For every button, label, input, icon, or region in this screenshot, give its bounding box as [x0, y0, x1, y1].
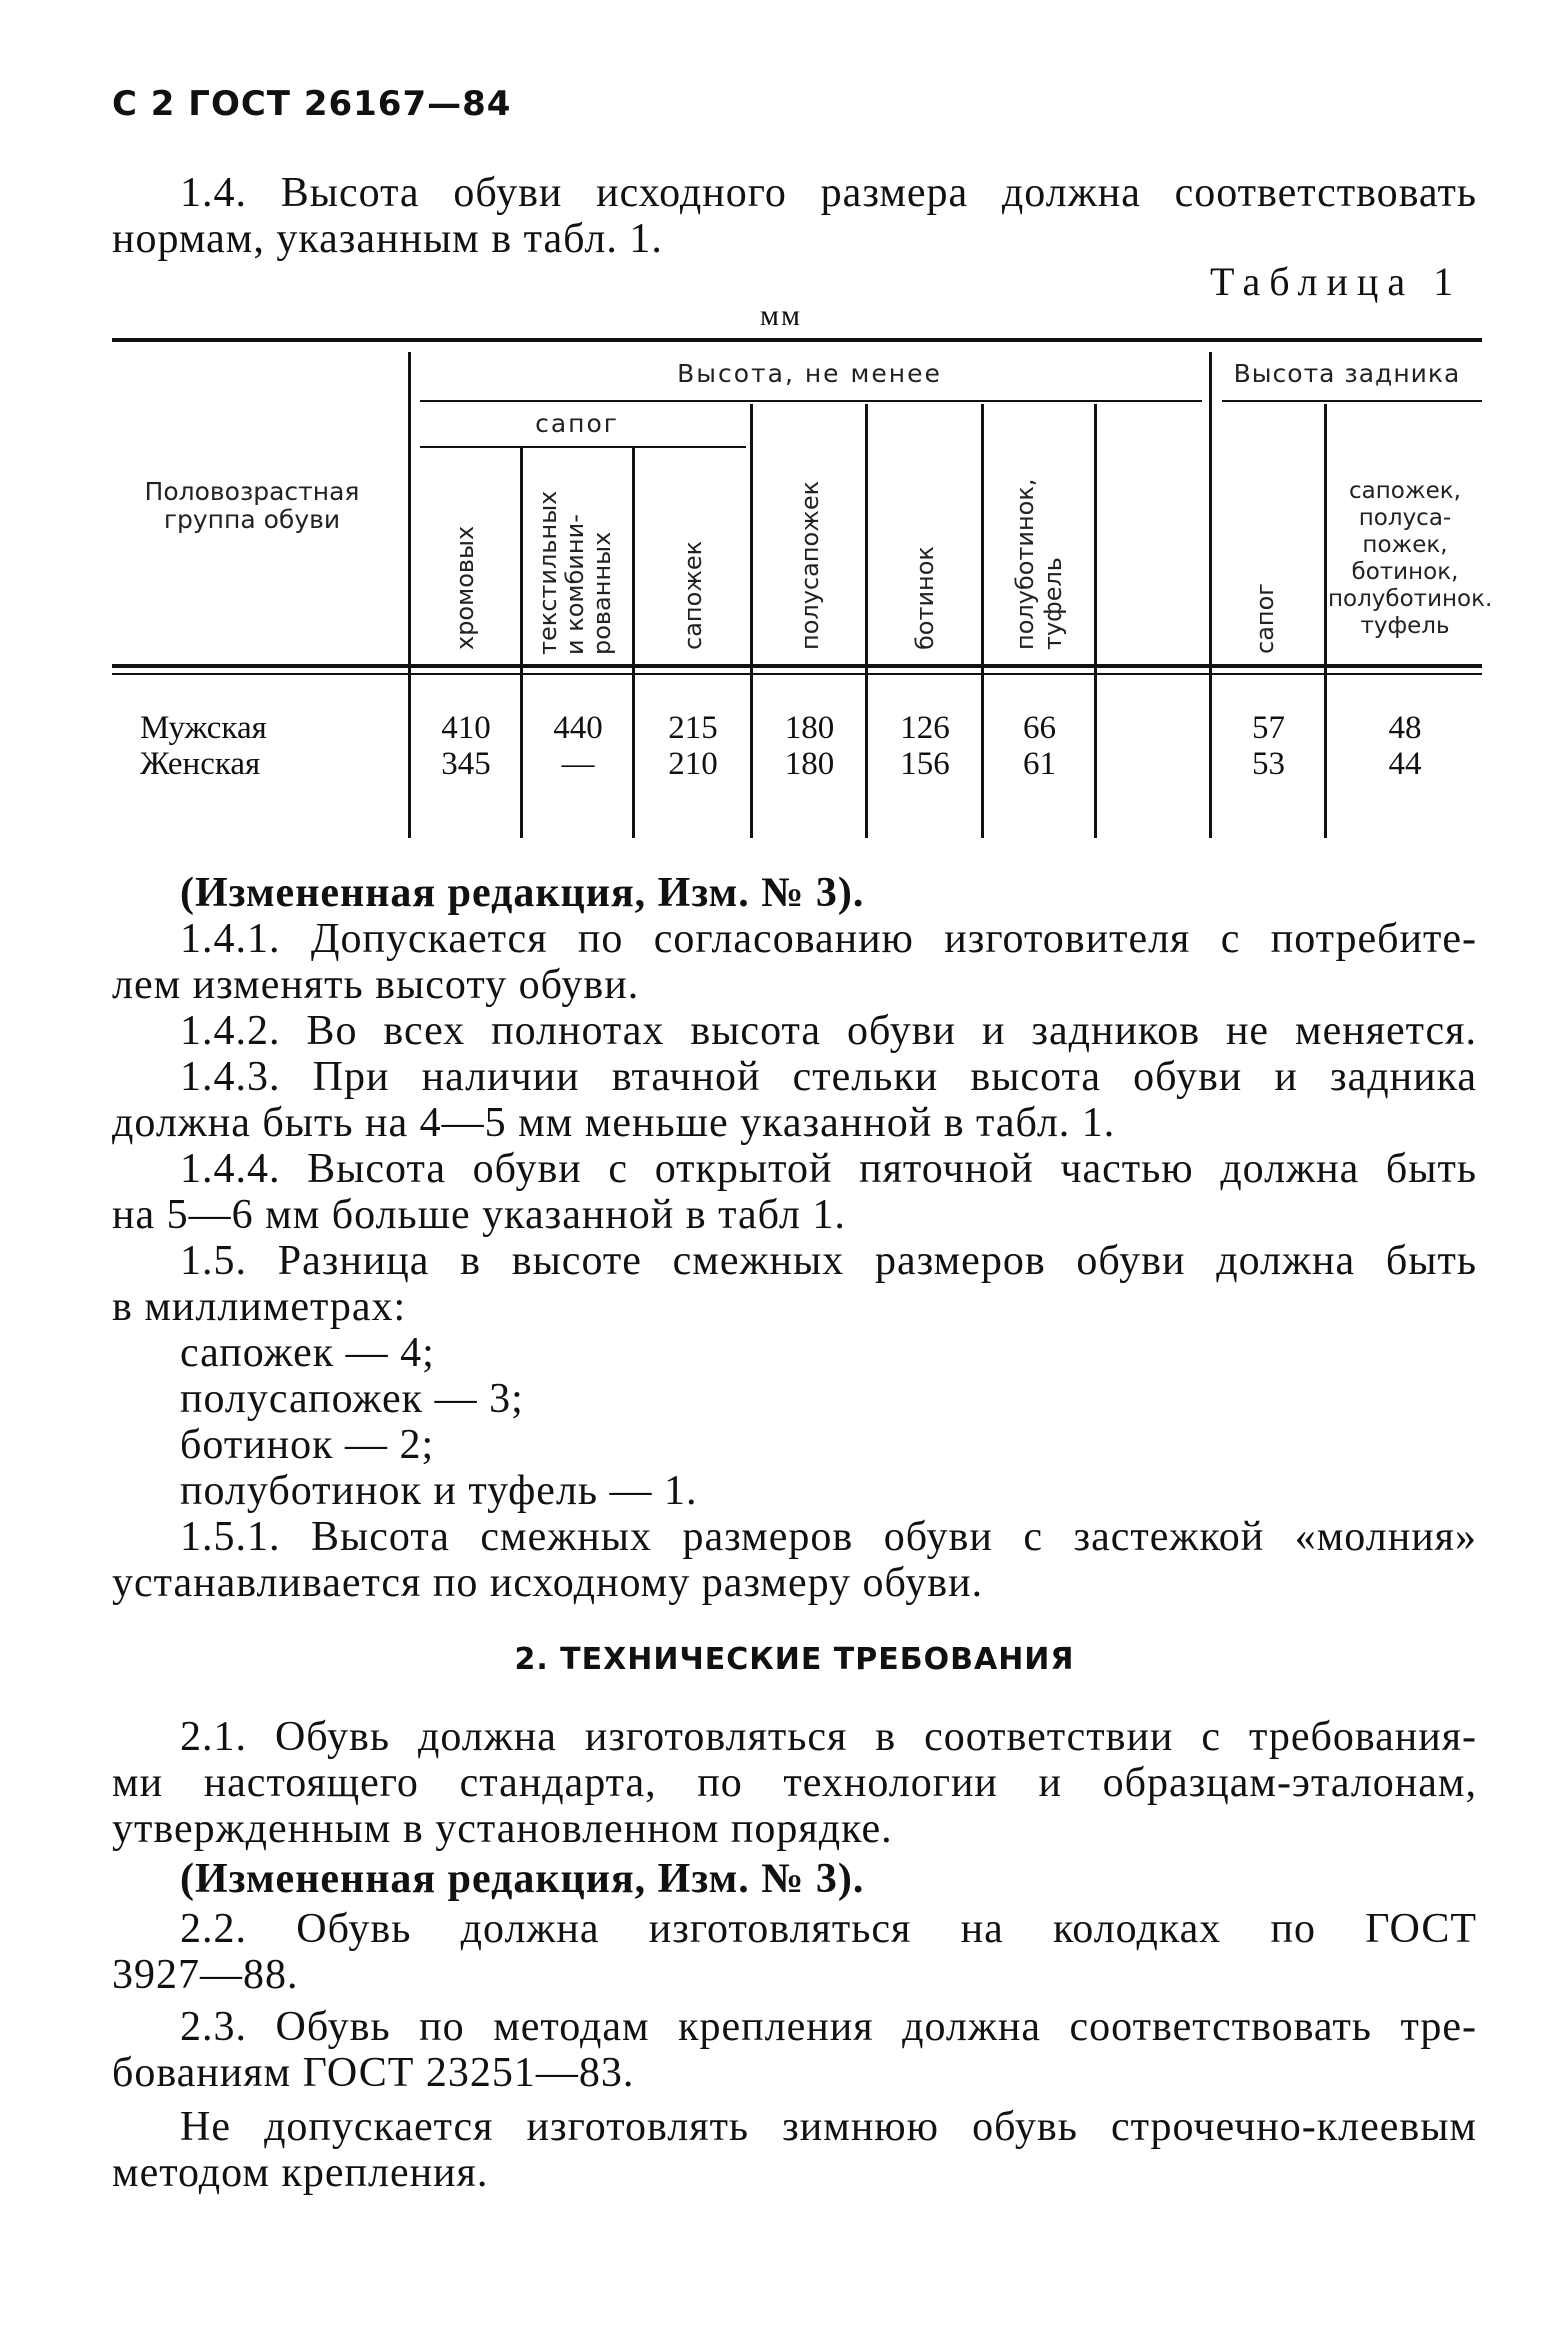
table-cell: 215: [668, 710, 718, 746]
page-header: С 2 ГОСТ 26167—84: [112, 84, 512, 124]
height-header: Высота, не менее: [677, 359, 942, 388]
table-header-rule: [112, 664, 1482, 668]
paragraph-1-4-4-line1: 1.4.4. Высота обуви с открытой пяточной частью должна быть: [180, 1146, 1477, 1192]
height-header-rule: [420, 400, 1202, 402]
table-cell: 44: [1388, 746, 1422, 782]
boots-header-rule: [420, 446, 746, 448]
row-label: Женская: [140, 746, 261, 782]
heel-header-rule: [1222, 400, 1482, 402]
table-vline: [1094, 404, 1097, 838]
paragraph-2-4-line2: методом крепления.: [112, 2150, 489, 2196]
table-cell: 210: [668, 746, 718, 782]
col-sapozhek: сапожек: [679, 540, 707, 650]
paragraph-2-1-line2: ми настоящего стандарта, по технологии и образцам-эталонам,: [112, 1760, 1477, 1806]
col-textile-line1: текстильных: [534, 490, 562, 655]
list-item: ботинок — 2;: [180, 1422, 435, 1468]
col-heel-other: сапожек, полуса-пожек, ботинок, полуботинок. туфель: [1328, 478, 1493, 639]
table-vline: [981, 404, 984, 838]
paragraph-1-5-line2: в миллиметрах:: [112, 1284, 407, 1330]
table-top-rule: [112, 338, 1482, 342]
table-cell: 126: [900, 710, 950, 746]
table-vline: [865, 404, 868, 838]
group-header: Половозрастная группа обуви: [144, 477, 360, 534]
col-polubotinok-line1: полуботинок,: [1011, 478, 1039, 650]
list-item: полуботинок и туфель — 1.: [180, 1468, 698, 1514]
paragraph-1-4-1-line1: 1.4.1. Допускается по согласованию изготовителя с потребите-: [180, 916, 1477, 962]
table-header-rule-2: [112, 673, 1482, 675]
paragraph-2-2-line2: 3927—88.: [112, 1952, 299, 1998]
table-cell: 66: [1023, 710, 1056, 746]
table-cell: 345: [441, 746, 491, 782]
table-unit: мм: [760, 299, 802, 332]
row-label: Мужская: [140, 710, 267, 746]
table-1: [112, 338, 1493, 838]
table-caption: Таблица 1: [1210, 259, 1463, 304]
table-vline: [750, 404, 753, 838]
table-vline: [520, 448, 523, 838]
paragraph-1-4-3-line1: 1.4.3. При наличии втачной стельки высота обуви и задника: [180, 1054, 1477, 1100]
table-cell: 180: [784, 746, 835, 782]
paragraph-1-5-line1: 1.5. Разница в высоте смежных размеров обуви должна быть: [180, 1238, 1477, 1284]
edit-note: (Измененная редакция, Изм. № 3).: [180, 1856, 865, 1902]
paragraph-2-3-line1: 2.3. Обувь по методам крепления должна соответствовать тре-: [180, 2004, 1477, 2050]
paragraph-2-4-line1: Не допускается изготовлять зимнюю обувь строчечно-клеевым: [180, 2104, 1477, 2150]
table-cell: —: [561, 746, 595, 782]
col-chrome: хромовых: [451, 525, 479, 650]
paragraph-2-3-line2: бованиям ГОСТ 23251—83.: [112, 2050, 635, 2096]
paragraph-1-4-line1: 1.4. Высота обуви исходного размера должна соответствовать: [180, 170, 1477, 216]
list-item: полусапожек — 3;: [180, 1376, 524, 1422]
table-cell: 57: [1252, 710, 1285, 746]
table-cell: 440: [553, 710, 603, 746]
section-2-heading: 2. ТЕХНИЧЕСКИЕ ТРЕБОВАНИЯ: [514, 1642, 1075, 1677]
table-cell: 53: [1252, 746, 1285, 782]
paragraph-1-4-2: 1.4.2. Во всех полнотах высота обуви и задников не меняется.: [180, 1008, 1477, 1054]
col-botinok: ботинок: [911, 546, 939, 650]
table-cell: 48: [1388, 710, 1422, 746]
edit-note: (Измененная редакция, Изм. № 3).: [180, 870, 865, 916]
col-polubotinok-line2: туфель: [1039, 557, 1067, 650]
paragraph-1-4-line2: нормам, указанным в табл. 1.: [112, 216, 663, 262]
table-vline: [1209, 352, 1212, 838]
paragraph-2-1-line1: 2.1. Обувь должна изготовляться в соответствии с требования-: [180, 1714, 1477, 1760]
table-cell: 180: [784, 710, 835, 746]
heel-header: Высота задника: [1233, 359, 1461, 388]
table-vline: [408, 352, 411, 838]
list-item: сапожек — 4;: [180, 1330, 435, 1376]
col-polusapozhek: полусапожек: [796, 480, 824, 650]
paragraph-2-1-line3: утвержденным в установленном порядке.: [112, 1806, 893, 1852]
paragraph-2-2-line1: 2.2. Обувь должна изготовляться на колодках по ГОСТ: [180, 1906, 1477, 1952]
col-textile-line3: рованных: [588, 531, 616, 655]
table-cell: 61: [1023, 746, 1056, 782]
table-vline: [1324, 404, 1327, 838]
paragraph-1-4-1-line2: лем изменять высоту обуви.: [112, 962, 640, 1008]
paragraph-1-5-1-line1: 1.5.1. Высота смежных размеров обуви с застежкой «молния»: [180, 1514, 1477, 1560]
paragraph-1-4-3-line2: должна быть на 4—5 мм меньше указанной в табл. 1.: [112, 1100, 1116, 1146]
col-heel-sapog: сапог: [1251, 583, 1279, 654]
paragraph-1-5-1-line2: устанавливается по исходному размеру обуви.: [112, 1560, 984, 1606]
table-cell: 410: [441, 710, 491, 746]
boots-header: сапог: [535, 409, 619, 438]
table-vline: [632, 448, 635, 838]
paragraph-1-4-4-line2: на 5—6 мм больше указанной в табл 1.: [112, 1192, 846, 1238]
table-cell: 156: [900, 746, 950, 782]
col-textile-line2: и комбини-: [561, 514, 589, 655]
